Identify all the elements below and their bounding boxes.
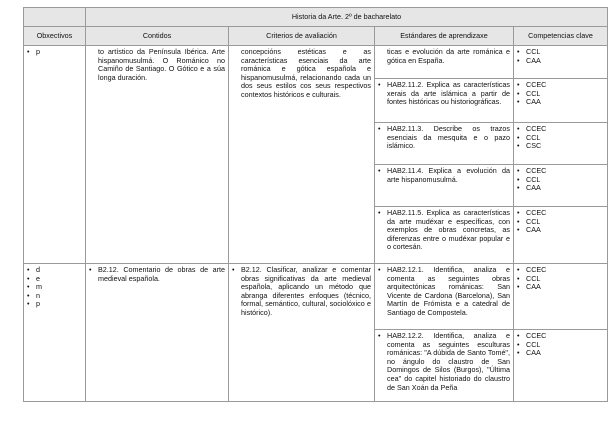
competences-list [517,125,604,151]
competences-cell [514,165,608,207]
competence-item: • CCEC [517,332,604,341]
table-row [24,46,608,79]
header-competences: Competencias clave [514,27,608,46]
standard-cell [375,79,514,123]
standard-text: • HAB2.11.2. Explica as características xerais da arte islámica a partir de fontes históricas ou historiográficas. [378,81,510,107]
title-row [24,8,608,27]
objective-item: • n [27,292,82,301]
competence-item: • CAA [517,57,604,66]
objective-item: • d [27,266,82,275]
standard-cell [375,46,514,79]
competences-list [517,266,604,292]
competence-item: • CSC [517,142,604,151]
competence-item: • CCL [517,341,604,350]
competence-item: • CAA [517,283,604,292]
competence-item: • CCL [517,218,604,227]
objective-item: • e [27,275,82,284]
competence-item: • CCEC [517,209,604,218]
competences-list [517,167,604,193]
criteria-cell [229,46,375,264]
objectives-list [27,266,82,309]
competence-item: • CCL [517,48,604,57]
competence-item: • CAA [517,349,604,358]
competence-item: • CCL [517,90,604,99]
contents-cell [86,46,229,264]
table-row [24,264,608,330]
header-standards: Estándares de aprendizaxe [375,27,514,46]
objectives-list [27,48,82,57]
standard-text: ticas e evolución da arte románica e gótica en España. [387,47,510,65]
document-page [23,7,607,411]
competence-item: • CCL [517,275,604,284]
criteria-text: • B2.12. Clasificar, analizar e comentar obras significativas da arte medieval española, aplicando un método que abranga diferentes enfoques (técnico, formal, semántico, cultural, sociolóxico e histórico). [232,266,371,318]
objective-item: • p [27,48,82,57]
competence-item: • CCEC [517,81,604,90]
competences-list [517,81,604,107]
competences-cell [514,330,608,402]
competence-item: • CAA [517,184,604,193]
contents-text: • B2.12. Comentario de obras de arte medieval española. [89,266,225,283]
standard-cell [375,330,514,402]
competences-cell [514,79,608,123]
contents-cell [86,264,229,402]
competences-list [517,209,604,235]
objectives-cell [24,264,86,402]
standard-text: • HAB2.12.2. Identifica, analiza e comenta as seguintes esculturas románicas: "A dúbida de Santo Tomé", no ángulo do claustro de San Domingos de Silos (Burgos), "Última cea" do capitel historiado do claustro de San Xoán da Peña [378,332,510,392]
competences-cell [514,264,608,330]
criteria-cell [229,264,375,402]
competences-cell [514,46,608,79]
objective-item: • p [27,300,82,309]
standard-text: • HAB2.12.1. Identifica, analiza e comenta as seguintes obras arquitectónicas románicas: San Vicente de Cardona (Barcelona), San Martín de Frómista e a catedral de Santiago de Compostela. [378,266,510,318]
objective-item: • m [27,283,82,292]
competences-cell [514,207,608,264]
header-criteria: Criterios de avaliación [229,27,375,46]
title-blank-cell [24,8,86,27]
competences-cell [514,123,608,165]
criteria-text: concepcións estéticas e as características esenciais da arte románica e gótica española e hispanomusulmá, relacionando cada un dos seus estilos cos seus respectivos contextos históricos e culturais. [241,47,371,99]
competence-item: • CAA [517,98,604,107]
standard-text: • HAB2.11.5. Explica as características da arte mudéxar e específicas, con exemplos de obras concretas, as diferenzas entre o mudéxar popular e o cortesán. [378,209,510,252]
header-row [24,27,608,46]
competence-item: • CCEC [517,266,604,275]
standard-text: • HAB2.11.3. Describe os trazos esenciais da mesquita e o pazo islámico. [378,125,510,151]
standard-text: • HAB2.11.4. Explica a evolución da arte hispanomusulmá. [378,167,510,184]
header-contents: Contidos [86,27,229,46]
header-objectives: Obxectivos [24,27,86,46]
competence-item: • CAA [517,226,604,235]
objectives-cell [24,46,86,264]
contents-text: to artístico da Península Ibérica. Arte hispanomusulmá. O Románico no Camiño de Santiago. O Gótico e a súa longa duración. [98,47,225,82]
competence-item: • CCL [517,176,604,185]
competence-item: • CCEC [517,125,604,134]
competence-item: • CCEC [517,167,604,176]
standard-cell [375,123,514,165]
standard-cell [375,165,514,207]
standard-cell [375,207,514,264]
standard-cell [375,264,514,330]
table-title: Historia da Arte. 2º de bacharelato [86,8,608,27]
curriculum-table [23,7,608,402]
competence-item: • CCL [517,134,604,143]
competences-list [517,332,604,358]
competences-list [517,48,604,65]
